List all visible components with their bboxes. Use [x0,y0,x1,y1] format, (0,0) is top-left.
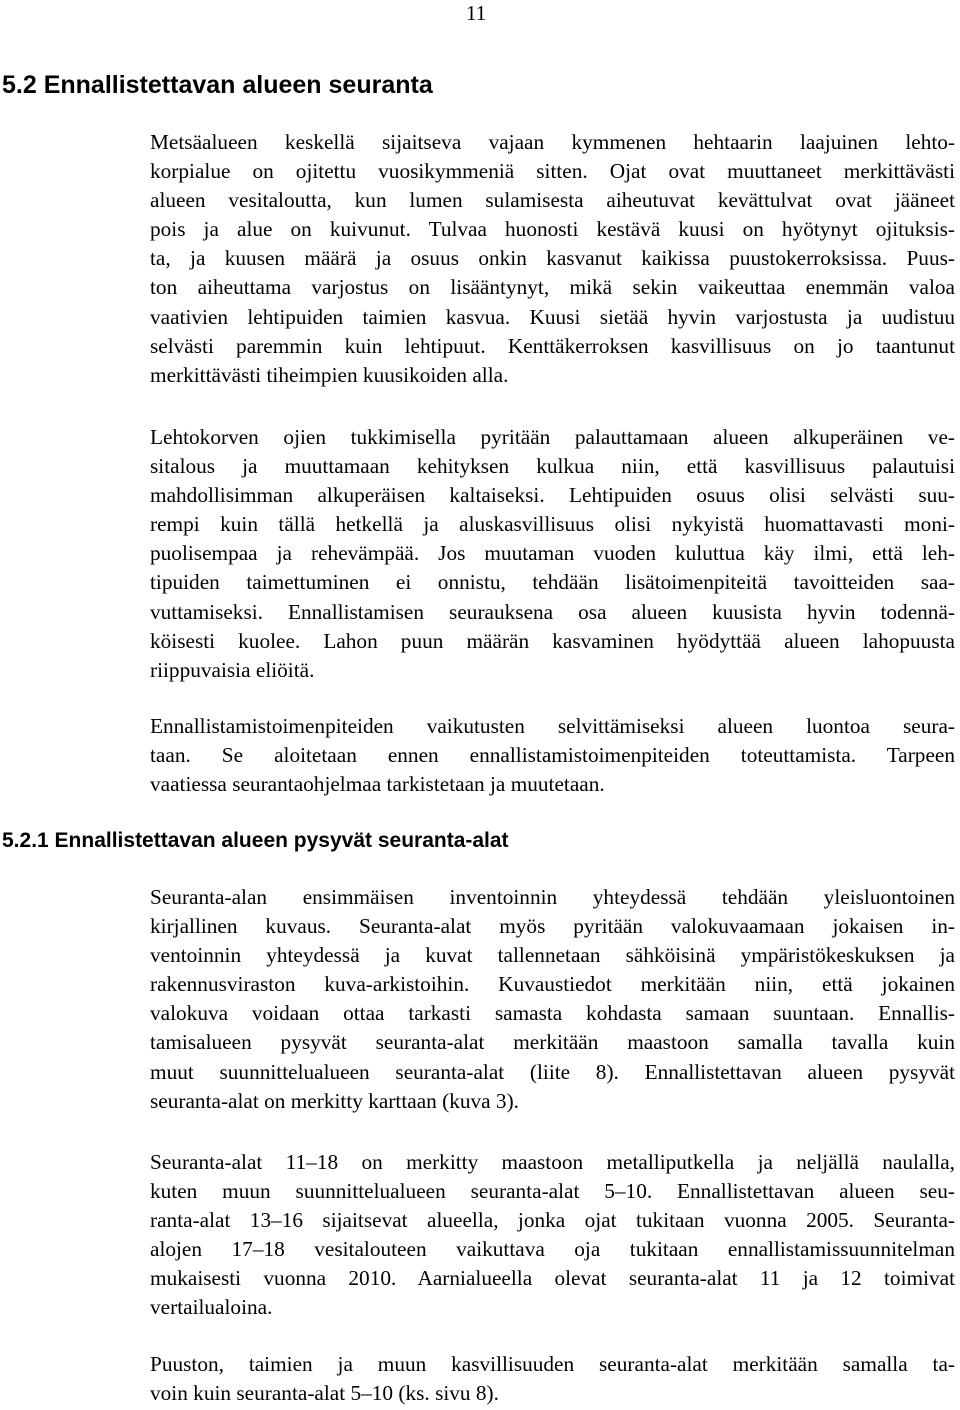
text-line: pois ja alue on kuivunut. Tulvaa huonosti kestävä kuusi on hyötynyt ojituksis- [150,217,955,242]
text-line: mahdollisimman alkuperäisen kaltaiseksi. Lehtipuiden osuus olisi selvästi suu- [150,483,955,508]
text-line: köisesti kuolee. Lahon puun määrän kasvaminen hyödyttää alueen lahopuusta [150,628,955,653]
subsection-paragraph-1 [150,883,955,1116]
text-line: mukaisesti vuonna 2010. Aarnialueella olevat seuranta-alat 11 ja 12 toimivat [150,1266,955,1291]
text-line: Seuranta-alat 11–18 on merkitty maastoon metalliputkella ja neljällä naulalla, [150,1150,955,1174]
text-line: alueen vesitaloutta, kun lumen sulamisesta aiheutuvat kevättulvat ovat jääneet [150,188,955,213]
text-line: Metsäalueen keskellä sijaitseva vajaan kymmenen hehtaarin laajuinen lehto- [150,130,955,154]
text-line: ton aiheuttama varjostus on lisääntynyt, mikä sekin vaikeuttaa enemmän valoa [150,275,955,300]
subsection-paragraph-2 [150,1148,955,1323]
text-line: muut suunnittelualueen seuranta-alat (liite 8). Ennallistettavan alueen pysyvät [150,1059,955,1084]
text-line: ventoinnin yhteydessä ja kuvat tallennetaan sähköisinä ympäristökeskuksen ja [150,943,955,968]
text-line: vertailualoina. [150,1295,273,1320]
subsection-paragraph-3 [150,1350,955,1408]
section-paragraph-3 [150,712,955,799]
text-line: Puuston, taimien ja muun kasvillisuuden seuranta-alat merkitään samalla ta- [150,1352,955,1376]
page-number: 11 [466,1,487,25]
text-line: seuranta-alat on merkitty karttaan (kuva 3). [150,1088,519,1113]
text-line: merkittävästi tiheimpien kuusikoiden alla. [150,362,509,387]
text-line: kirjallinen kuvaus. Seuranta-alat myös pyritään valokuvaamaan jokaisen in- [150,914,955,939]
text-line: ranta-alat 13–16 sijaitsevat alueella, jonka ojat tukitaan vuonna 2005. Seuranta- [150,1208,955,1233]
text-line: taan. Se aloitetaan ennen ennallistamistoimenpiteiden toteuttamista. Tarpeen [150,743,955,768]
text-line: tipuiden taimettuminen ei onnistu, tehdään lisätoimenpiteitä tavoitteiden saa- [150,570,955,595]
text-line: valokuva voidaan ottaa tarkasti samasta kohdasta samaan suuntaan. Ennallis- [150,1001,955,1026]
text-line: vuttamiseksi. Ennallistamisen seurauksena osa alueen kuusista hyvin todennä- [150,599,955,624]
text-line: vaativien lehtipuiden taimien kasvua. Kuusi sietää hyvin varjostusta ja uudistuu [150,304,955,329]
text-line: Ennallistamistoimenpiteiden vaikutusten selvittämiseksi alueen luontoa seura- [150,714,955,738]
text-line: rakennusviraston kuva-arkistoihin. Kuvaustiedot merkitään niin, että jokainen [150,972,955,997]
section-heading: 5.2 Ennallistettavan alueen seuranta [2,71,433,99]
text-line: Lehtokorven ojien tukkimisella pyritään palauttamaan alueen alkuperäinen ve- [150,425,955,449]
text-line: rempi kuin tällä hetkellä ja aluskasvillisuus olisi nykyistä huomattavasti moni- [150,512,955,537]
text-line: ta, ja kuusen määrä ja osuus onkin kasvanut kaikissa puustokerroksissa. Puus- [150,246,955,271]
text-line: Seuranta-alan ensimmäisen inventoinnin yhteydessä tehdään yleisluontoinen [150,885,955,909]
section-paragraph-1 [150,128,955,390]
text-line: selvästi paremmin kuin lehtipuut. Kenttäkerroksen kasvillisuus on jo taantunut [150,333,955,358]
text-line: riippuvaisia eliöitä. [150,657,315,682]
text-line: vaatiessa seurantaohjelmaa tarkistetaan ja muutetaan. [150,772,605,797]
text-line: alojen 17–18 vesitalouteen vaikuttava oja tukitaan ennallistamissuunnitelman [150,1237,955,1262]
text-line: puolisempaa ja rehevämpää. Jos muutaman vuoden kuluttua käy ilmi, että leh- [150,541,955,566]
text-line: korpialue on ojitettu vuosikymmeniä sitten. Ojat ovat muuttaneet merkittävästi [150,159,955,184]
text-line: kuten muun suunnittelualueen seuranta-alat 5–10. Ennallistettavan alueen seu- [150,1179,955,1204]
text-line: tamisalueen pysyvät seuranta-alat merkitään maastoon samalla tavalla kuin [150,1030,955,1055]
text-line: sitalous ja muuttamaan kehityksen kulkua niin, että kasvillisuus palautuisi [150,454,955,479]
text-line: voin kuin seuranta-alat 5–10 (ks. sivu 8). [150,1381,499,1406]
subsection-heading: 5.2.1 Ennallistettavan alueen pysyvät seuranta-alat [2,829,509,852]
section-paragraph-2 [150,423,955,685]
